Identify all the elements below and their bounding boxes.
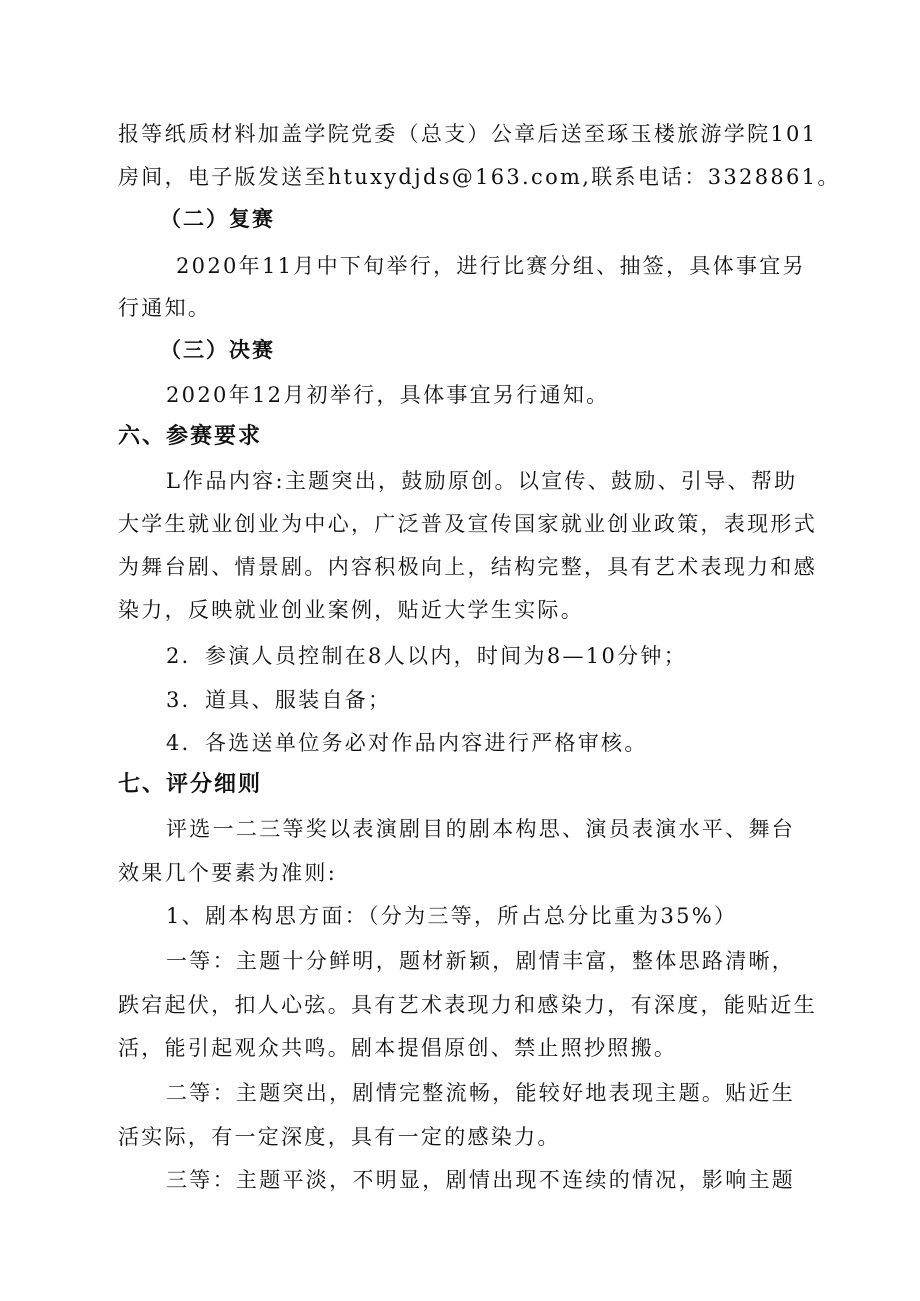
final-line-1: 2020年12月初举行，具体事宜另行通知。: [166, 383, 610, 407]
section6-heading: 六、参赛要求: [118, 424, 263, 449]
section6-item1-line-2: 大学生就业创业为中心，广泛普及宣传国家就业创业政策，表现形式: [118, 512, 817, 536]
section7-intro-line-2: 效果几个要素为准则:: [118, 861, 338, 885]
section6-item1-line-1: L作品内容:主题突出，鼓励原创。以宣传、鼓励、引导、帮助: [166, 469, 798, 493]
section6-item1-line-4: 染力，反映就业创业案例，贴近大学生实际。: [118, 598, 584, 622]
semifinal-line-2: 行通知。: [118, 296, 212, 320]
section7-heading: 七、评分细则: [118, 772, 263, 797]
section6-item4: 4．各选送单位务必对作品内容进行严格审核。: [166, 731, 648, 755]
intro-line-1: 报等纸质材料加盖学院党委（总支）公章后送至琢玉楼旅游学院101: [118, 122, 818, 146]
criterion1-line: 1、剧本构思方面：（分为三等，所占总分比重为35%）: [166, 904, 738, 928]
first-grade-line-1: 一等：主题十分鲜明，题材新颖，剧情丰富，整体思路清晰，: [166, 949, 796, 973]
second-grade-line-2: 活实际，有一定深度，具有一定的感染力。: [118, 1125, 561, 1149]
second-grade-line-1: 二等：主题突出，剧情完整流畅，能较好地表现主题。贴近生: [166, 1081, 796, 1105]
final-heading: （三）决赛: [160, 337, 275, 362]
first-grade-line-3: 活，能引起观众共鸣。剧本提倡原创、禁止照抄照搬。: [118, 1036, 678, 1060]
semifinal-heading: （二）复赛: [160, 206, 275, 231]
section6-item2: 2．参演人员控制在8人以内，时间为8—10分钟；: [166, 644, 688, 668]
first-grade-line-2: 跌宕起伏，扣人心弦。具有艺术表现力和感染力，有深度，能贴近生: [118, 993, 817, 1017]
section7-intro-line-1: 评选一二三等奖以表演剧目的剧本构思、演员表演水平、舞台: [166, 817, 796, 841]
section6-item1-line-3: 为舞台剧、情景剧。内容积极向上，结构完整，具有艺术表现力和感: [118, 555, 817, 579]
section6-item3: 3．道具、服装自备；: [166, 688, 392, 712]
third-grade-line-1: 三等：主题平淡，不明显，剧情出现不连续的情况，影响主题: [166, 1168, 796, 1192]
semifinal-line-1: 2020年11月中下旬举行，进行比赛分组、抽签，具体事宜另: [176, 254, 806, 278]
intro-line-2: 房间，电子版发送至htuxydjds@163.com,联系电话：3328861。: [118, 165, 841, 189]
